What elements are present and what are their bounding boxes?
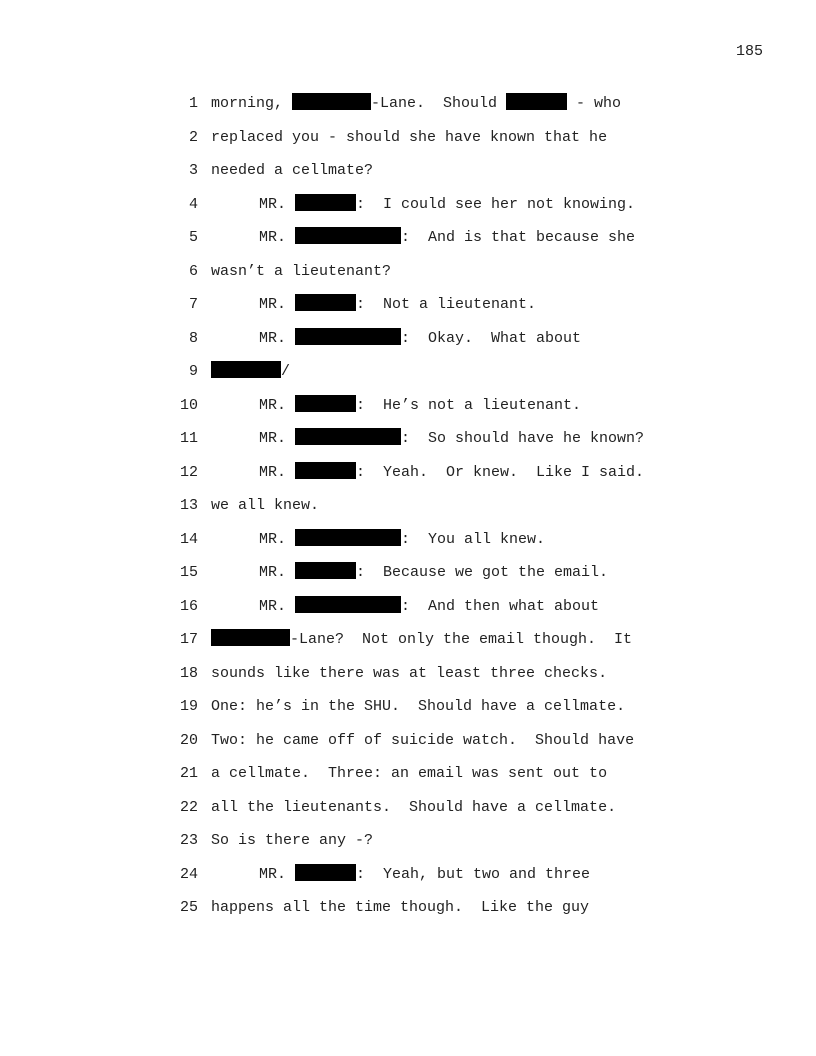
line-number: 15 xyxy=(179,564,198,581)
text-segment: One: he’s in the SHU. Should have a cellmate. xyxy=(211,698,626,715)
redaction-block xyxy=(295,462,356,479)
text-segment: morning, xyxy=(211,95,293,112)
line-text xyxy=(211,193,635,217)
text-segment: -Lane. Should xyxy=(371,95,507,112)
line-text xyxy=(211,394,581,418)
line-text xyxy=(211,327,581,351)
redaction-block xyxy=(295,529,401,546)
transcript-line xyxy=(0,159,816,183)
text-segment: sounds like there was at least three checks. xyxy=(211,664,608,682)
text-segment: MR. xyxy=(259,329,296,347)
line-number: 14 xyxy=(179,530,198,548)
text-segment: / xyxy=(281,363,291,380)
text-segment: MR. xyxy=(259,396,296,414)
transcript-line xyxy=(0,729,816,753)
text-segment: we all knew. xyxy=(211,497,320,514)
text-segment: So is there any -? xyxy=(211,832,374,849)
line-text xyxy=(211,628,632,652)
transcript-line xyxy=(0,695,816,719)
text-segment: MR. xyxy=(259,430,296,447)
text-segment: : Yeah. Or knew. Like I said. xyxy=(356,463,645,481)
text-segment: needed a cellmate? xyxy=(211,162,374,179)
line-text xyxy=(211,461,644,485)
transcript-line xyxy=(0,829,816,853)
line-text xyxy=(211,126,607,150)
line-text xyxy=(211,159,373,183)
text-segment: : Okay. What about xyxy=(401,329,582,347)
text-segment: wasn’t a lieutenant? xyxy=(211,262,392,280)
line-text xyxy=(211,796,616,820)
text-segment: : And then what about xyxy=(401,597,600,615)
text-segment: MR. xyxy=(259,564,296,581)
transcript-line xyxy=(0,628,816,652)
transcript-line xyxy=(0,193,816,217)
line-text xyxy=(211,896,589,920)
transcript-line xyxy=(0,662,816,686)
text-segment: happens all the time though. Like the guy xyxy=(211,899,590,916)
line-number: 22 xyxy=(179,798,198,816)
line-text xyxy=(211,226,635,250)
redaction-block xyxy=(295,395,356,412)
line-number: 2 xyxy=(188,128,198,146)
redaction-block xyxy=(295,562,356,579)
line-text xyxy=(211,494,319,518)
redaction-block xyxy=(295,596,401,613)
text-segment: MR. xyxy=(259,195,296,213)
line-text xyxy=(211,662,607,686)
text-segment: MR. xyxy=(259,530,296,548)
line-number: 3 xyxy=(188,162,198,179)
text-segment: : Because we got the email. xyxy=(356,564,609,581)
transcript-line xyxy=(0,796,816,820)
text-segment: -Lane? Not only the email though. It xyxy=(290,631,633,648)
line-number: 1 xyxy=(188,95,198,112)
redaction-block xyxy=(292,93,371,110)
text-segment: MR. xyxy=(259,463,296,481)
text-segment: MR. xyxy=(259,296,296,313)
line-text xyxy=(211,762,607,786)
transcript-line xyxy=(0,293,816,317)
line-number: 18 xyxy=(179,664,198,682)
redaction-block xyxy=(295,864,356,881)
transcript-line xyxy=(0,762,816,786)
line-number: 6 xyxy=(188,262,198,280)
transcript-line xyxy=(0,92,816,116)
transcript-line xyxy=(0,461,816,485)
line-number: 21 xyxy=(179,765,198,782)
line-text xyxy=(211,427,644,451)
redaction-block xyxy=(295,428,401,445)
text-segment: : So should have he known? xyxy=(401,430,645,447)
transcript-line xyxy=(0,394,816,418)
transcript-line xyxy=(0,494,816,518)
line-text xyxy=(211,260,391,284)
text-segment: : Yeah, but two and three xyxy=(356,865,591,883)
text-segment: MR. xyxy=(259,865,296,883)
line-text xyxy=(211,528,545,552)
text-segment: all the lieutenants. Should have a cellmate. xyxy=(211,798,617,816)
transcript-line xyxy=(0,561,816,585)
line-text xyxy=(211,863,590,887)
transcript-line xyxy=(0,226,816,250)
text-segment: Two: he came off of suicide watch. Should have xyxy=(211,731,635,749)
line-number: 16 xyxy=(179,597,198,615)
line-number: 5 xyxy=(188,229,198,246)
redaction-block xyxy=(506,93,567,110)
line-number: 17 xyxy=(179,631,198,648)
line-text xyxy=(211,695,625,719)
transcript-line xyxy=(0,427,816,451)
transcript-line xyxy=(0,260,816,284)
line-text xyxy=(211,729,634,753)
transcript-line xyxy=(0,327,816,351)
line-number: 11 xyxy=(179,430,198,447)
line-number: 7 xyxy=(188,296,198,313)
line-text xyxy=(211,595,599,619)
transcript-line xyxy=(0,896,816,920)
transcript-line xyxy=(0,126,816,150)
line-number: 20 xyxy=(179,731,198,749)
redaction-block xyxy=(295,194,356,211)
line-number: 13 xyxy=(179,497,198,514)
transcript-line xyxy=(0,528,816,552)
text-segment: a cellmate. Three: an email was sent out to xyxy=(211,765,608,782)
line-number: 23 xyxy=(179,832,198,849)
redaction-block xyxy=(295,294,356,311)
transcript-line xyxy=(0,595,816,619)
line-text xyxy=(211,92,621,116)
text-segment: - who xyxy=(567,95,622,112)
text-segment: : And is that because she xyxy=(401,229,636,246)
redaction-block xyxy=(295,227,401,244)
redaction-block xyxy=(211,629,290,646)
redaction-block xyxy=(295,328,401,345)
line-number: 8 xyxy=(188,329,198,347)
line-number: 12 xyxy=(179,463,198,481)
text-segment: replaced you - should she have known that he xyxy=(211,128,608,146)
line-text xyxy=(211,829,373,853)
line-number: 4 xyxy=(188,195,198,213)
line-text xyxy=(211,561,608,585)
line-number: 19 xyxy=(179,698,198,715)
text-segment: MR. xyxy=(259,229,296,246)
line-number: 24 xyxy=(179,865,198,883)
text-segment: : You all knew. xyxy=(401,530,546,548)
page-number: 185 xyxy=(735,43,763,60)
text-segment: : He’s not a lieutenant. xyxy=(356,396,582,414)
line-number: 10 xyxy=(179,396,198,414)
redaction-block xyxy=(211,361,281,378)
transcript-line xyxy=(0,360,816,384)
text-segment: : I could see her not knowing. xyxy=(356,195,636,213)
line-number: 25 xyxy=(179,899,198,916)
text-segment: MR. xyxy=(259,597,296,615)
transcript-line xyxy=(0,863,816,887)
text-segment: : Not a lieutenant. xyxy=(356,296,537,313)
line-number: 9 xyxy=(188,363,198,380)
line-text xyxy=(211,293,536,317)
line-text xyxy=(211,360,290,384)
